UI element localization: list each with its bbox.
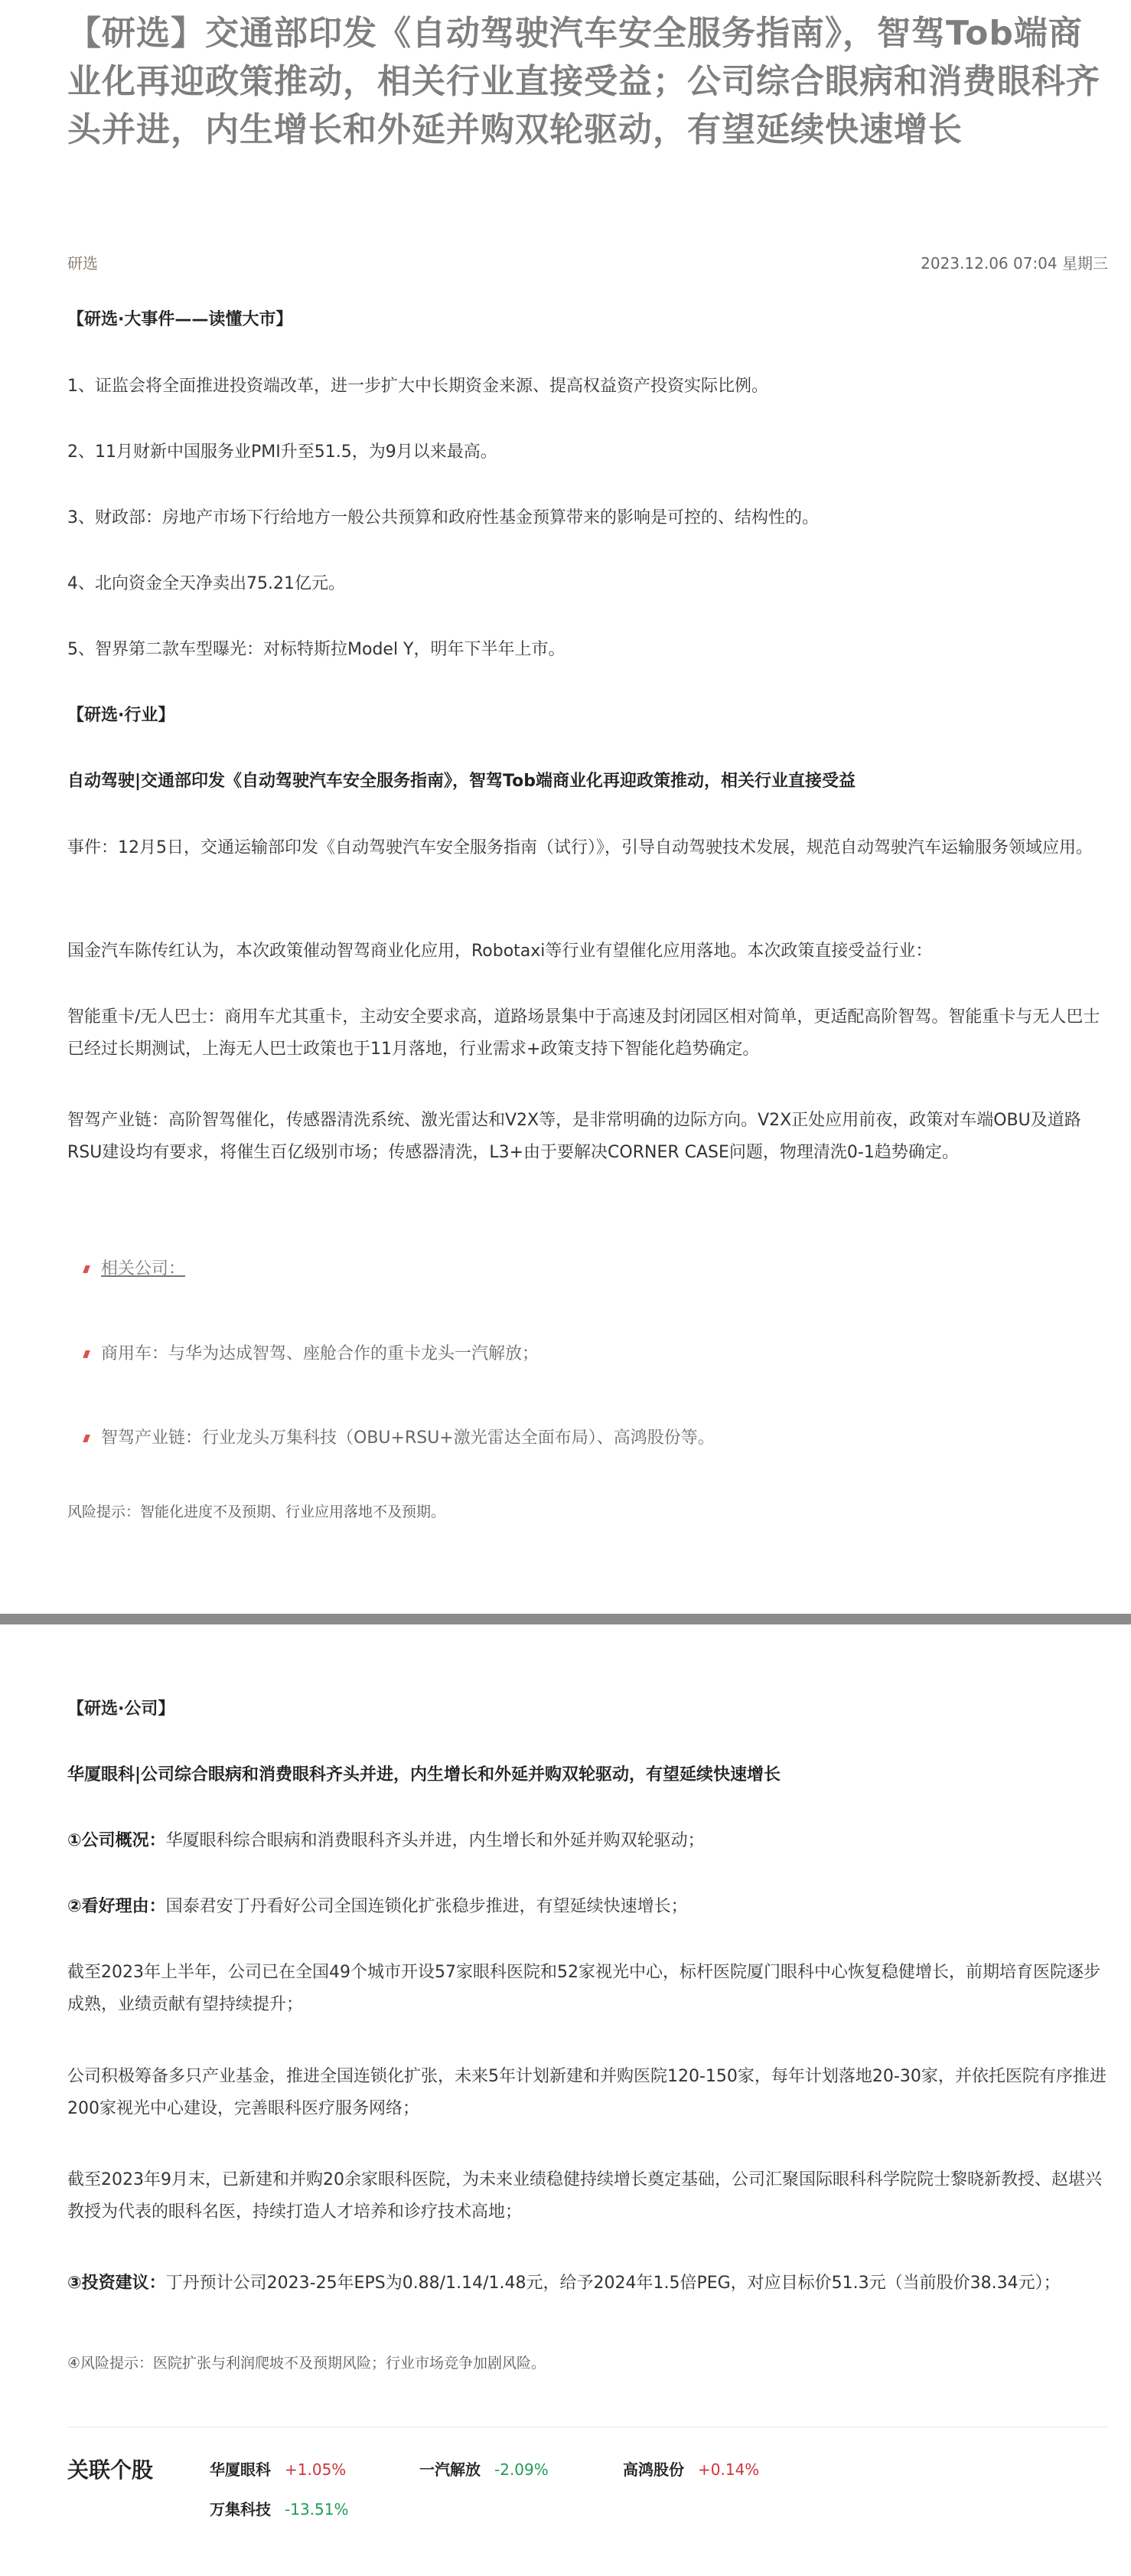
autodrive-chain-bullet	[84, 1422, 1102, 1455]
article-meta	[67, 246, 1108, 277]
bullet-text: 智驾产业链：行业龙头万集科技（OBU+RSU+激光雷达全面布局）、高鸿股份等。	[101, 1428, 715, 1448]
article-title: 【研选】交通部印发《自动驾驶汽车安全服务指南》，智驾Tob端商业化再迎政策推动，相关行业直接受益；公司综合眼病和消费眼科齐头并进，内生增长和外延并购双轮驱动，有望延续快速增长	[67, 14, 1100, 149]
industry-trucks-paragraph: 智能重卡/无人巴士：商用车尤其重卡，主动安全要求高，道路场景集中于高速及封闭园区相对简单，更适配高阶智驾。智能重卡与无人巴士已经过长期测试，上海无人巴士政策也于11月落地，行业需求+政策支持下智能化趋势确定。	[67, 1007, 1100, 1059]
industry-subtitle: 自动驾驶|交通部印发《自动驾驶汽车安全服务指南》，智驾Tob端商业化再迎政策推动，相关行业直接受益	[67, 772, 856, 791]
stock-item[interactable]	[419, 2458, 549, 2481]
industry-heading: 【研选·行业】	[67, 706, 175, 725]
advice-label: ③投资建议：	[67, 2274, 166, 2293]
stock-item[interactable]	[210, 2458, 346, 2481]
advice-text: 丁丹预计公司2023-25年EPS为0.88/1.14/1.48元，给予2024年1.5倍PEG，对应目标价51.3元（当前股价38.34元）；	[165, 2274, 1061, 2293]
event-item: 4、北向资金全天净卖出75.21亿元。	[67, 574, 345, 593]
company-subtitle: 华厦眼科|公司综合眼病和消费眼科齐头并进，内生增长和外延并购双轮驱动，有望延续快速增长	[67, 1765, 781, 1784]
stock-item[interactable]	[623, 2458, 759, 2481]
company-paragraph: 公司积极筹备多只产业基金，推进全国连锁化扩张，未来5年计划新建和并购医院120-150家，每年计划落地20-30家，并依托医院有序推进200家视光中心建设，完善眼科医疗服务网络；	[67, 2067, 1107, 2118]
event-item: 3、财政部：房地产市场下行给地方一般公共预算和政府性基金预算带来的影响是可控的、结构性的。	[67, 508, 820, 527]
related-stocks-label: 关联个股	[67, 2457, 154, 2483]
industry-event-paragraph: 事件：12月5日，交通运输部印发《自动驾驶汽车安全服务指南（试行）》，引导自动驾驶技术发展，规范自动驾驶汽车运输服务领域应用。	[67, 838, 1093, 857]
stock-change: -13.51%	[285, 2500, 349, 2519]
industry-risk-note: 风险提示：智能化进度不及预期、行业应用落地不及预期。	[67, 1503, 446, 1520]
event-item: 5、智界第二款车型曝光：对标特斯拉Model Y，明年下半年上市。	[67, 640, 566, 659]
industry-analyst-paragraph: 国金汽车陈传红认为，本次政策催动智驾商业化应用，Robotaxi等行业有望催化应用落地。本次政策直接受益行业：	[67, 942, 933, 961]
event-item: 2、11月财新中国服务业PMI升至51.5，为9月以来最高。	[67, 442, 497, 462]
reason-label: ②看好理由：	[67, 1897, 166, 1916]
article-datetime: 2023.12.06 07:04 星期三	[921, 253, 1108, 273]
stock-name: 高鸿股份	[623, 2460, 684, 2479]
events-heading: 【研选·大事件——读懂大市】	[67, 310, 293, 329]
company-paragraph: 截至2023年上半年，公司已在全国49个城市开设57家眼科医院和52家视光中心，标杆医院厦门眼科中心恢复稳健增长，前期培育医院逐步成熟，业绩贡献有望持续提升；	[67, 1963, 1100, 2014]
overview-text: 华厦眼科综合眼病和消费眼科齐头并进，内生增长和外延并购双轮驱动；	[165, 1831, 705, 1850]
bullet-marker	[83, 1265, 90, 1273]
company-heading: 【研选·公司】	[67, 1699, 175, 1719]
company-overview	[67, 1825, 1108, 1857]
stock-name: 万集科技	[210, 2500, 271, 2519]
article-source[interactable]: 研选	[67, 253, 98, 273]
company-advice	[67, 2267, 1108, 2300]
reason-text: 国泰君安丁丹看好公司全国连锁化扩张稳步推进，有望延续快速增长；	[165, 1897, 688, 1916]
related-companies-link[interactable]: 相关公司：	[101, 1259, 186, 1278]
commercial-vehicle-bullet	[84, 1338, 1102, 1370]
section-divider	[0, 1614, 1131, 1624]
company-reason	[67, 1891, 1108, 1923]
stock-change: -2.09%	[494, 2460, 549, 2479]
related-companies-bullet	[84, 1253, 1102, 1285]
stock-name: 一汽解放	[419, 2460, 481, 2479]
stock-change: +1.05%	[285, 2460, 347, 2479]
company-paragraph: 截至2023年9月末，已新建和并购20余家眼科医院，为未来业绩稳健持续增长奠定基础，公司汇聚国际眼科科学院院士黎晓新教授、赵堪兴教授为代表的眼科名医，持续打造人才培养和诊疗技术高地；	[67, 2170, 1102, 2222]
bullet-marker	[83, 1435, 90, 1442]
stock-item[interactable]	[210, 2498, 348, 2521]
event-item: 1、证监会将全面推进投资端改革，进一步扩大中长期资金来源、提高权益资产投资实际比例。	[67, 377, 769, 396]
industry-chain-paragraph: 智驾产业链：高阶智驾催化，传感器清洗系统、激光雷达和V2X等，是非常明确的边际方向。V2X正处应用前夜，政策对车端OBU及道路RSU建设均有要求，将催生百亿级别市场；传感器清洗，L3+由于要解决CORNER CASE问题，物理清洗0-1趋势确定。	[67, 1111, 1081, 1162]
stock-name: 华厦眼科	[210, 2460, 271, 2479]
bullet-text: 商用车：与华为达成智驾、座舱合作的重卡龙头一汽解放；	[101, 1344, 539, 1363]
bullet-marker	[83, 1350, 90, 1358]
company-risk-note: ④风险提示：医院扩张与利润爬坡不及预期风险；行业市场竞争加剧风险。	[67, 2355, 546, 2372]
overview-label: ①公司概况：	[67, 1831, 166, 1850]
stock-change: +0.14%	[698, 2460, 760, 2479]
